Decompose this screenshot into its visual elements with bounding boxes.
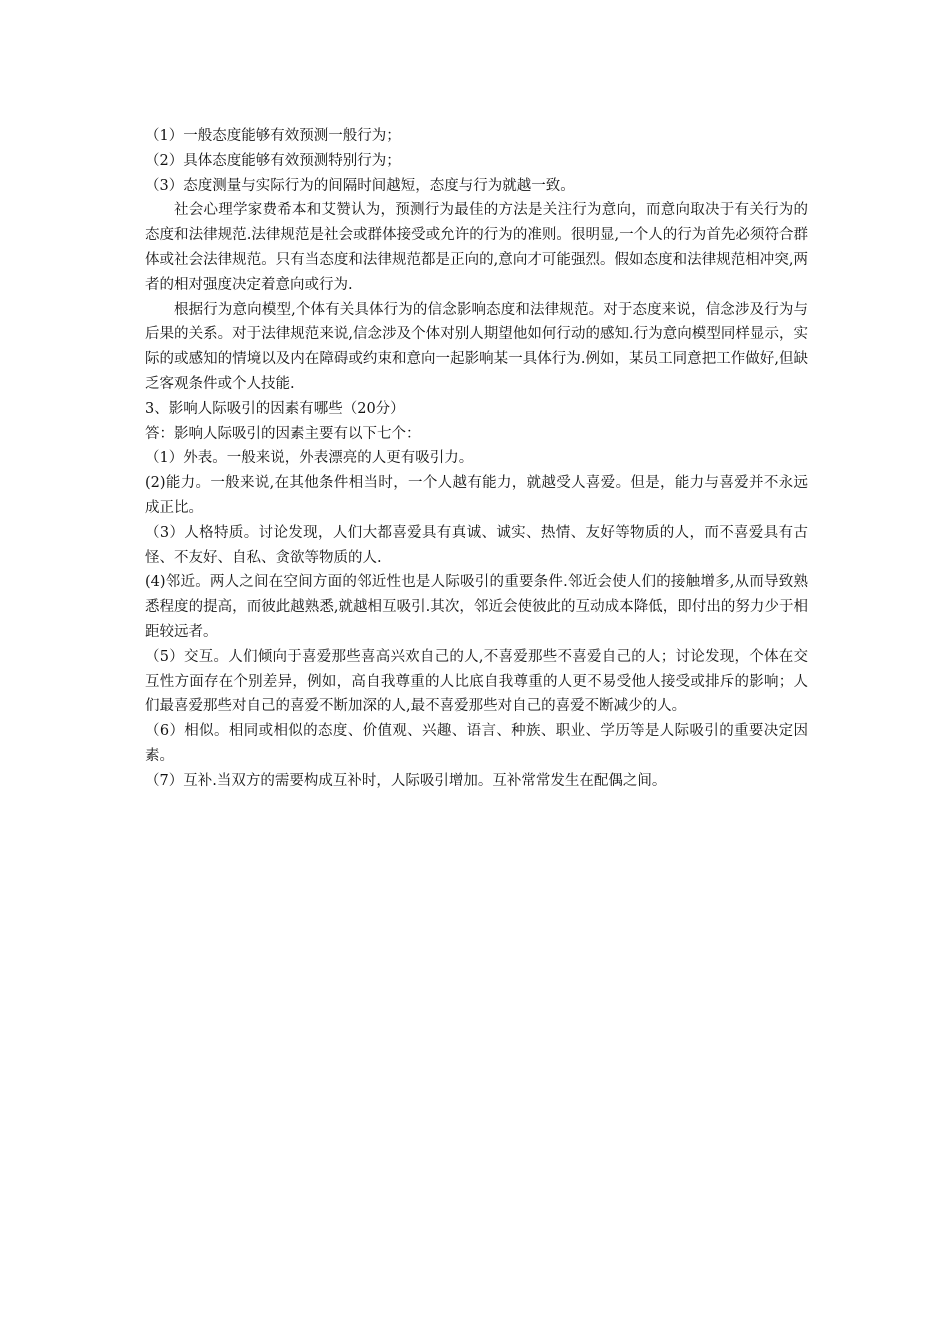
answer-intro: 答：影响人际吸引的因素主要有以下七个： [145,425,421,442]
factor-appearance: （1）外表。一般来说，外表漂亮的人更有吸引力。 [145,450,474,467]
factor-reciprocity: （5）交互。人们倾向于喜爱那些喜高兴欢自己的人,不喜爱那些不喜爱自己的人；讨论发现，个体在交互性方面存在个别差异，例如，高自我尊重的人比底自我尊重的人更不易受他人接受或排斥的影响；人们最喜爱那些对自己的喜爱不断加深的人,最不喜爱那些对自己的喜爱不断减少的人。 [145,648,808,715]
factor-similarity: （6）相似。相同或相似的态度、价值观、兴趣、语言、种族、职业、学历等是人际吸引的重要决定因素。 [145,723,808,764]
paragraph-item-1: （1）一般态度能够有效预测一般行为； [145,128,401,144]
paragraph-behavioral-intention: 社会心理学家费希本和艾赞认为，预测行为最佳的方法是关注行为意向，而意向取决于有关行为的态度和法律规范.法律规范是社会或群体接受或允许的行为的准则。很明显,一个人的行为首先必须符合群体或社会法律规范。只有当态度和法律规范都是正向的,意向才可能强烈。假如态度和法律规范相冲突,两者的相对强度决定着意向或行为. [145,202,808,293]
factor-ability: (2)能力。一般来说,在其他条件相当时，一个人越有能力，就越受人喜爱。但是，能力与喜爱并不永远成正比。 [145,475,808,516]
paragraph-item-2: （2）具体态度能够有效预测特别行为； [145,152,401,169]
factor-proximity: (4)邻近。两人之间在空间方面的邻近性也是人际吸引的重要条件.邻近会使人们的接触增多,从而导致熟悉程度的提高，而彼此越熟悉,就越相互吸引.其次，邻近会使彼此的互动成本降低，即付出的努力少于相距较远者。 [145,574,808,640]
question-heading: 3、影响人际吸引的因素有哪些（20分） [145,400,405,417]
document-body [145,124,808,794]
paragraph-item-3: （3）态度测量与实际行为的间隔时间越短，态度与行为就越一致。 [145,177,575,194]
factor-personality: （3）人格特质。讨论发现，人们大都喜爱具有真诚、诚实、热情、友好等物质的人，而不喜爱具有古怪、不友好、自私、贪欲等物质的人. [145,524,808,566]
factor-complementarity: （7）互补.当双方的需要构成互补时，人际吸引增加。互补常常发生在配偶之间。 [145,772,667,789]
paragraph-intention-model: 根据行为意向模型,个体有关具体行为的信念影响态度和法律规范。对于态度来说，信念涉及行为与后果的关系。对于法律规范来说,信念涉及个体对别人期望他如何行动的感知.行为意向模型同样显示，实际的或感知的情境以及内在障碍或约束和意向一起影响某一具体行为.例如，某员工同意把工作做好,但缺乏客观条件或个人技能. [145,301,808,392]
